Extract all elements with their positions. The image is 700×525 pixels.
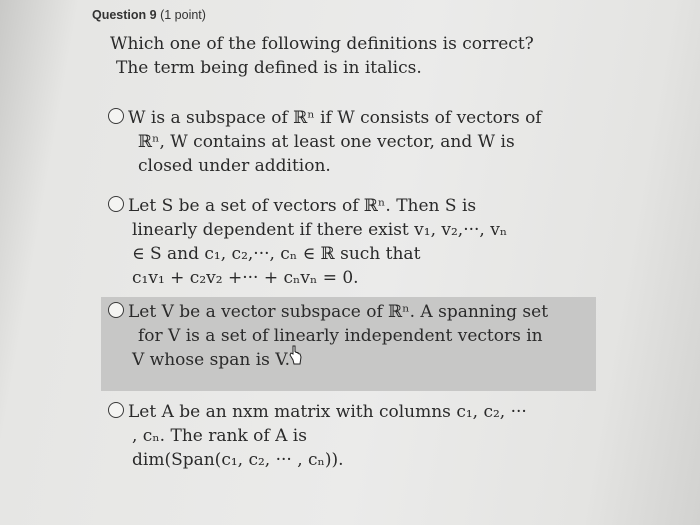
radio-button-4[interactable]: [108, 402, 124, 418]
answer-option-1[interactable]: [108, 106, 588, 178]
question-number: Question 9: [92, 8, 157, 22]
option-3-line-2: for V is a set of linearly independent vectors in: [138, 326, 543, 346]
option-3-line-3: V whose span is V.: [132, 350, 290, 370]
answer-option-2[interactable]: [108, 194, 588, 290]
answer-option-4[interactable]: [108, 400, 588, 472]
option-2-line-4: c₁v₁ + c₂v₂ +··· + cₙvₙ = 0.: [132, 268, 359, 288]
question-line-1: Which one of the following definitions is correct?: [110, 34, 534, 54]
option-4-line-2: , cₙ. The rank of A is: [132, 426, 307, 446]
hand-pointer-cursor-icon: [288, 345, 302, 365]
question-points: (1 point): [160, 8, 206, 22]
option-1-line-1: W is a subspace of ℝⁿ if W consists of vectors of: [128, 108, 542, 128]
option-2-line-1: Let S be a set of vectors of ℝⁿ. Then S is: [128, 196, 477, 216]
option-2-line-3: ∈ S and c₁, c₂,···, cₙ ∈ ℝ such that: [132, 244, 421, 264]
option-1-line-3: closed under addition.: [138, 156, 331, 176]
option-2-line-2: linearly dependent if there exist v₁, v₂,···, vₙ: [132, 220, 508, 240]
option-1-line-2: ℝⁿ, W contains at least one vector, and W is: [138, 132, 515, 152]
question-line-2: The term being defined is in italics.: [116, 58, 422, 78]
option-4-line-3: dim(Span(c₁, c₂, ··· , cₙ)).: [132, 450, 344, 470]
radio-button-1[interactable]: [108, 108, 124, 124]
option-3-line-1: Let V be a vector subspace of ℝⁿ. A spanning set: [128, 302, 549, 322]
question-text: [110, 32, 610, 80]
radio-button-2[interactable]: [108, 196, 124, 212]
answer-option-3[interactable]: [108, 300, 588, 372]
option-4-line-1: Let A be an nxm matrix with columns c₁, c₂, ···: [128, 402, 527, 422]
radio-button-3[interactable]: [108, 302, 124, 318]
question-header: [92, 8, 206, 22]
